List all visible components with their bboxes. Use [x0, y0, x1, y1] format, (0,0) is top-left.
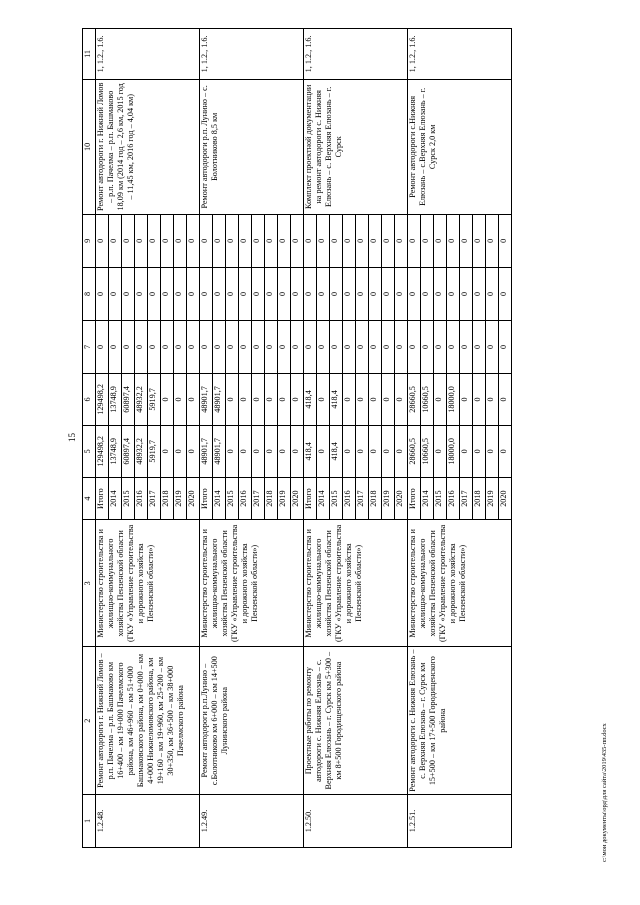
value-cell: 0 [343, 214, 356, 267]
year-cell: 2015 [122, 477, 135, 520]
value-cell: 0 [408, 267, 421, 320]
header-cell: 11 [83, 29, 96, 80]
item-executor: Министерство строительства и жилищно-коммунального хозяйства Пензенской области (ГКУ «Управление строительства и дорожного хозяйства Пензенской области») [200, 520, 304, 647]
item-number: 1.2.49. [200, 794, 304, 847]
value-cell: 0 [343, 267, 356, 320]
value-cell: 0 [200, 214, 213, 267]
value-cell: 18000,0 [447, 425, 460, 477]
value-cell: 60897,4 [122, 373, 135, 425]
value-cell: 0 [278, 425, 291, 477]
value-cell: 0 [213, 267, 226, 320]
value-cell: 129498,2 [96, 373, 109, 425]
value-cell: 0 [356, 214, 369, 267]
item-number: 1.2.48. [96, 794, 200, 847]
value-cell: 0 [486, 267, 499, 320]
header-cell: 4 [83, 477, 96, 520]
year-cell: Итого [408, 477, 421, 520]
value-cell: 0 [278, 267, 291, 320]
item-name: Ремонт автодороги р.п.Лунино – с.Болотниково км 6+000 – км 14+500 Лунинского района [200, 647, 304, 795]
value-cell: 0 [252, 320, 265, 373]
year-cell: 2018 [265, 477, 278, 520]
value-cell: 0 [382, 373, 395, 425]
header-cell: 2 [83, 647, 96, 795]
value-cell: 0 [434, 267, 447, 320]
value-cell: 0 [486, 214, 499, 267]
page-number: 15 [67, 433, 77, 442]
year-cell: Итого [304, 477, 317, 520]
item-name: Проектные работы по ремонту автодороги с. Нижняя Елюзань – с. Верхняя Елюзань – г. Сурск км 5+300 – км 8+500 Городищенского района [304, 647, 408, 795]
value-cell: 0 [369, 425, 382, 477]
value-cell: 0 [161, 425, 174, 477]
value-cell: 0 [122, 320, 135, 373]
value-cell: 0 [473, 214, 486, 267]
value-cell: 0 [239, 267, 252, 320]
year-cell: 2017 [148, 477, 161, 520]
item-executor: Министерство строительства и жилищно-коммунального хозяйства Пензенской области (ГКУ «Управление строительства и дорожного хозяйства Пензенской области») [304, 520, 408, 647]
year-cell: Итого [96, 477, 109, 520]
value-cell: 0 [148, 214, 161, 267]
value-cell: 0 [239, 320, 252, 373]
value-cell: 0 [226, 373, 239, 425]
value-cell: 0 [356, 373, 369, 425]
value-cell: 0 [304, 267, 317, 320]
value-cell: 48901,7 [200, 373, 213, 425]
value-cell: 0 [291, 373, 304, 425]
value-cell: 0 [486, 373, 499, 425]
item-name: Ремонт автодороги с. Нижняя Елюзань – с. Верхняя Елюзань – г. Сурск км 15+500 – км 17+500 Городищенского района [408, 647, 512, 795]
value-cell: 0 [174, 214, 187, 267]
value-cell: 0 [369, 320, 382, 373]
value-cell: 0 [460, 425, 473, 477]
value-cell: 60897,4 [122, 425, 135, 477]
value-cell: 0 [408, 214, 421, 267]
value-cell: 0 [265, 320, 278, 373]
value-cell: 0 [265, 267, 278, 320]
value-cell: 0 [421, 267, 434, 320]
value-cell: 0 [473, 267, 486, 320]
table-header-row [83, 29, 96, 848]
value-cell: 0 [369, 373, 382, 425]
value-cell: 0 [408, 320, 421, 373]
value-cell: 418,4 [330, 373, 343, 425]
value-cell: 0 [434, 214, 447, 267]
value-cell: 0 [369, 267, 382, 320]
value-cell: 5919,7 [148, 425, 161, 477]
value-cell: 0 [473, 425, 486, 477]
value-cell: 0 [226, 425, 239, 477]
value-cell: 0 [122, 214, 135, 267]
year-cell: 2016 [447, 477, 460, 520]
value-cell: 0 [460, 214, 473, 267]
value-cell: 0 [135, 267, 148, 320]
value-cell: 0 [499, 320, 512, 373]
value-cell: 13748,9 [109, 373, 122, 425]
item-indicator: 1, 1.2., 1.6. [408, 29, 512, 80]
footer-file-path: c:\мои документы\орд\для сайта\2019\435-пп.docx [601, 723, 608, 862]
header-cell: 9 [83, 214, 96, 267]
value-cell: 28660,5 [408, 425, 421, 477]
value-cell: 48901,7 [200, 425, 213, 477]
value-cell: 0 [499, 373, 512, 425]
value-cell: 0 [291, 267, 304, 320]
header-cell: 5 [83, 425, 96, 477]
value-cell: 0 [239, 425, 252, 477]
item-result: Ремонт автодороги с.Нижняя Елюзань – с.Верхняя Елюзань – г. Сурск 2,0 км [408, 79, 512, 214]
item-result: Комплект проектной документации на ремонт автодороги с. Нижняя Елюзань – с. Верхняя Елюзань – г. Сурск [304, 79, 408, 214]
value-cell: 0 [447, 320, 460, 373]
value-cell: 0 [473, 373, 486, 425]
item-indicator: 1, 1.2., 1.6. [304, 29, 408, 80]
year-cell: 2016 [239, 477, 252, 520]
table-row [408, 29, 421, 848]
value-cell: 0 [187, 425, 200, 477]
value-cell: 0 [447, 214, 460, 267]
value-cell: 0 [395, 373, 408, 425]
value-cell: 0 [369, 214, 382, 267]
year-cell: 2019 [278, 477, 291, 520]
value-cell: 0 [382, 214, 395, 267]
value-cell: 0 [265, 425, 278, 477]
value-cell: 5919,7 [148, 373, 161, 425]
table-body [83, 29, 512, 848]
year-cell: 2015 [330, 477, 343, 520]
header-cell: 10 [83, 79, 96, 214]
value-cell: 0 [200, 320, 213, 373]
value-cell: 18000,0 [447, 373, 460, 425]
value-cell: 0 [330, 320, 343, 373]
value-cell: 0 [96, 214, 109, 267]
value-cell: 0 [226, 320, 239, 373]
value-cell: 0 [174, 267, 187, 320]
value-cell: 0 [278, 320, 291, 373]
value-cell: 0 [109, 214, 122, 267]
table-row [304, 29, 317, 848]
value-cell: 0 [304, 320, 317, 373]
value-cell: 13748,9 [109, 425, 122, 477]
value-cell: 0 [460, 320, 473, 373]
value-cell: 28660,5 [408, 373, 421, 425]
program-table [82, 28, 512, 848]
value-cell: 0 [278, 373, 291, 425]
value-cell: 0 [382, 267, 395, 320]
value-cell: 10660,5 [421, 425, 434, 477]
value-cell: 0 [122, 267, 135, 320]
value-cell: 0 [187, 214, 200, 267]
value-cell: 0 [213, 214, 226, 267]
value-cell: 0 [421, 214, 434, 267]
value-cell: 0 [382, 425, 395, 477]
value-cell: 0 [226, 267, 239, 320]
value-cell: 0 [278, 214, 291, 267]
header-cell: 7 [83, 320, 96, 373]
value-cell: 0 [434, 373, 447, 425]
year-cell: 2016 [343, 477, 356, 520]
value-cell: 0 [135, 214, 148, 267]
value-cell: 0 [161, 373, 174, 425]
year-cell: 2014 [421, 477, 434, 520]
value-cell: 0 [447, 267, 460, 320]
value-cell: 0 [356, 425, 369, 477]
value-cell: 48932,2 [135, 373, 148, 425]
value-cell: 0 [135, 320, 148, 373]
header-cell: 8 [83, 267, 96, 320]
value-cell: 0 [213, 320, 226, 373]
value-cell: 10660,5 [421, 373, 434, 425]
value-cell: 0 [460, 267, 473, 320]
value-cell: 0 [174, 425, 187, 477]
year-cell: 2020 [395, 477, 408, 520]
value-cell: 48901,7 [213, 373, 226, 425]
header-cell: 6 [83, 373, 96, 425]
value-cell: 0 [317, 425, 330, 477]
value-cell: 48932,2 [135, 425, 148, 477]
year-cell: 2015 [434, 477, 447, 520]
value-cell: 0 [291, 214, 304, 267]
value-cell: 0 [252, 267, 265, 320]
value-cell: 0 [239, 214, 252, 267]
item-executor: Министерство строительства и жилищно-коммунального хозяйства Пензенской области (ГКУ «Управление строительства и дорожного хозяйства Пензенской области») [96, 520, 200, 647]
item-executor: Министерство строительства и жилищно-коммунального хозяйства Пензенской области (ГКУ «Управление строительства и дорожного хозяйства Пензенской области») [408, 520, 512, 647]
value-cell: 0 [330, 214, 343, 267]
value-cell: 0 [486, 425, 499, 477]
table-row [96, 29, 109, 848]
rotated-table-container [82, 28, 594, 848]
value-cell: 129498,2 [96, 425, 109, 477]
item-result: Ремонт автодороги р.п. Лунино – с. Болотниково 8,5 км [200, 79, 304, 214]
value-cell: 0 [395, 214, 408, 267]
value-cell: 0 [161, 320, 174, 373]
value-cell: 0 [252, 425, 265, 477]
value-cell: 0 [343, 320, 356, 373]
value-cell: 418,4 [304, 373, 317, 425]
year-cell: 2018 [473, 477, 486, 520]
year-cell: 2017 [356, 477, 369, 520]
value-cell: 0 [148, 320, 161, 373]
year-cell: 2018 [369, 477, 382, 520]
value-cell: 0 [161, 214, 174, 267]
year-cell: 2020 [291, 477, 304, 520]
value-cell: 0 [96, 267, 109, 320]
value-cell: 0 [265, 214, 278, 267]
value-cell: 0 [317, 320, 330, 373]
year-cell: 2016 [135, 477, 148, 520]
value-cell: 0 [499, 267, 512, 320]
value-cell: 0 [317, 373, 330, 425]
value-cell: 0 [356, 267, 369, 320]
value-cell: 0 [343, 373, 356, 425]
value-cell: 0 [174, 373, 187, 425]
value-cell: 0 [148, 267, 161, 320]
value-cell: 0 [174, 320, 187, 373]
item-indicator: 1, 1.2., 1.6. [96, 29, 200, 80]
value-cell: 0 [343, 425, 356, 477]
value-cell: 0 [252, 214, 265, 267]
value-cell: 0 [109, 267, 122, 320]
year-cell: 2020 [187, 477, 200, 520]
value-cell: 0 [434, 425, 447, 477]
value-cell: 0 [187, 373, 200, 425]
year-cell: 2017 [460, 477, 473, 520]
year-cell: 2017 [252, 477, 265, 520]
year-cell: 2019 [174, 477, 187, 520]
item-number: 1.2.51. [408, 794, 512, 847]
value-cell: 0 [161, 267, 174, 320]
year-cell: 2014 [213, 477, 226, 520]
value-cell: 0 [291, 425, 304, 477]
value-cell: 0 [304, 214, 317, 267]
item-result: Ремонт автодороги г. Нижний Ломов – р.п. Пачелма – р.п. Башмаково 18,09 км (2014 год – 2,6 км, 2015 год – 11,45 км, 2016 год – 4,04 км) [96, 79, 200, 214]
value-cell: 0 [434, 320, 447, 373]
value-cell: 418,4 [330, 425, 343, 477]
value-cell: 0 [486, 320, 499, 373]
value-cell: 0 [317, 214, 330, 267]
value-cell: 0 [499, 425, 512, 477]
year-cell: 2014 [109, 477, 122, 520]
year-cell: 2015 [226, 477, 239, 520]
year-cell: Итого [200, 477, 213, 520]
table-row [200, 29, 213, 848]
value-cell: 0 [187, 267, 200, 320]
value-cell: 418,4 [304, 425, 317, 477]
header-cell: 3 [83, 520, 96, 647]
value-cell: 0 [96, 320, 109, 373]
value-cell: 0 [460, 373, 473, 425]
item-number: 1.2.50. [304, 794, 408, 847]
value-cell: 0 [421, 320, 434, 373]
year-cell: 2018 [161, 477, 174, 520]
value-cell: 0 [382, 320, 395, 373]
year-cell: 2014 [317, 477, 330, 520]
value-cell: 0 [200, 267, 213, 320]
value-cell: 0 [395, 320, 408, 373]
year-cell: 2019 [382, 477, 395, 520]
value-cell: 0 [226, 214, 239, 267]
value-cell: 0 [317, 267, 330, 320]
value-cell: 0 [187, 320, 200, 373]
value-cell: 0 [499, 214, 512, 267]
value-cell: 0 [265, 373, 278, 425]
year-cell: 2020 [499, 477, 512, 520]
value-cell: 0 [473, 320, 486, 373]
value-cell: 0 [291, 320, 304, 373]
value-cell: 0 [252, 373, 265, 425]
value-cell: 0 [239, 373, 252, 425]
value-cell: 48901,7 [213, 425, 226, 477]
item-name: Ремонт автодороги г. Нижний Ломов – р.п. Пачелма – р.п. Башмаково км 16+400 – км 19+000 Пачелмского района, км 46+960 – км 51+000 Башмаковского района, км 0+000 – км 4+000 Нижнеломовского района, км 19+160 – км 19+960, км 25+200 – км 30+350, км 36+500 – км 38+000 Пачелмского района [96, 647, 200, 795]
value-cell: 0 [330, 267, 343, 320]
item-indicator: 1, 1.2., 1.6. [200, 29, 304, 80]
value-cell: 0 [395, 267, 408, 320]
header-cell: 1 [83, 794, 96, 847]
year-cell: 2019 [486, 477, 499, 520]
value-cell: 0 [395, 425, 408, 477]
value-cell: 0 [356, 320, 369, 373]
value-cell: 0 [109, 320, 122, 373]
